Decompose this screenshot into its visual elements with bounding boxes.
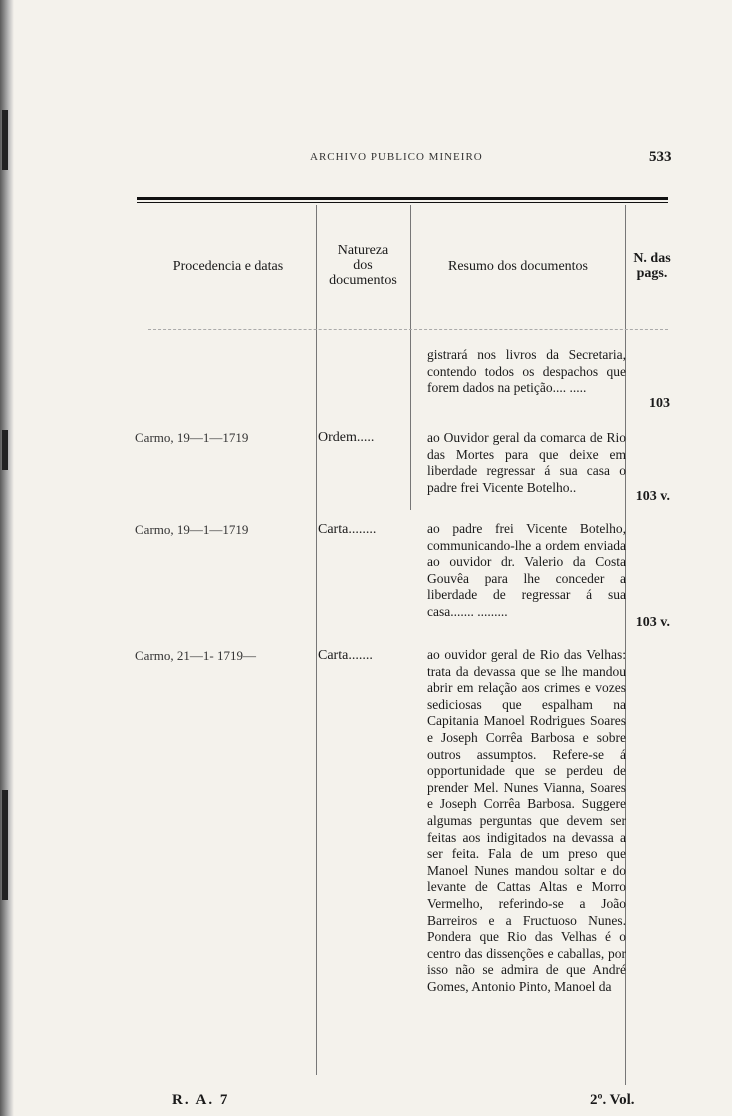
entry-origin: Carmo, 19—1—1719 [135,522,249,537]
binding-mark [2,790,8,900]
entry-summary: gistrará nos livros da Secretaria, contendo todos os despachos que forem dados na petição.... ..... [427,347,626,396]
entry-pages: 103 v. [635,489,670,504]
column-header-nature-line: Natureza [337,243,389,258]
column-divider [316,205,317,1075]
column-header-origin: Procedencia e datas [172,259,284,274]
entry-origin: Carmo, 19—1—1719 [135,430,249,445]
column-header-nature-line: documentos [329,273,397,288]
page-number: 533 [649,149,672,165]
book-binding-edge [0,0,14,1116]
header-divider [148,329,668,330]
binding-mark [2,110,8,170]
binding-mark [2,430,8,470]
running-head: ARCHIVO PUBLICO MINEIRO [310,151,483,163]
footer-signature: R. A. 7 [172,1092,230,1108]
entry-nature: Carta........ [318,522,377,537]
entry-summary: ao Ouvidor geral da comarca de Rio das Mortes para que deixe em liberdade regressar á sua casa o padre frei Vicente Botelho.. [427,430,626,495]
entry-pages: 103 [649,396,670,411]
footer-volume: 2º. Vol. [590,1092,635,1108]
column-header-pages-line: pags. [636,266,668,281]
column-header-pages [626,251,678,281]
entry-summary: ao padre frei Vicente Botelho, communicando-lhe a ordem enviada ao ouvidor dr. Valerio da Costa Gouvêa para lhe conceder a liberdade de regressar á sua casa....... ......... [427,521,626,619]
entry-nature: Carta....... [318,648,373,663]
top-rule-thin [137,202,668,203]
entry-origin: Carmo, 21—1- 1719— [135,648,256,663]
column-header-pages-line: N. das [633,251,671,266]
column-header-nature-line: dos [353,258,373,273]
column-header-nature [318,243,408,288]
column-header-summary: Resumo dos documentos [448,259,588,274]
column-divider [410,205,411,510]
entry-summary: ao ouvidor geral de Rio das Velhas: trata da devassa que se lhe mandou abrir em relação aos crimes e vozes sediciosas que espalham na Capitania Manoel Rodrigues Soares e Joseph Corrêa Barbosa e sobre outros assumptos. Refere-se á opportunidade que se perdeu de prender Mel. Nunes Vianna, Soares e Joseph Corrêa Barbosa. Suggere algumas perguntas que devem ser feitas aos indigitados na devassa a ser feita. Fala de um preso que Manoel Nunes mandou soltar e do levante de Cattas Altas e Morro Vermelho, referindo-se a João Barreiros e a Fructuoso Nunes. Pondera que Rio das Velhas é o centro das dissenções e caballas, por isso não se admira de que André Gomes, Antonio Pinto, Manoel da [427,647,626,994]
entry-nature: Ordem..... [318,430,375,445]
top-rule-thick [137,197,668,200]
entry-pages: 103 v. [635,615,670,630]
